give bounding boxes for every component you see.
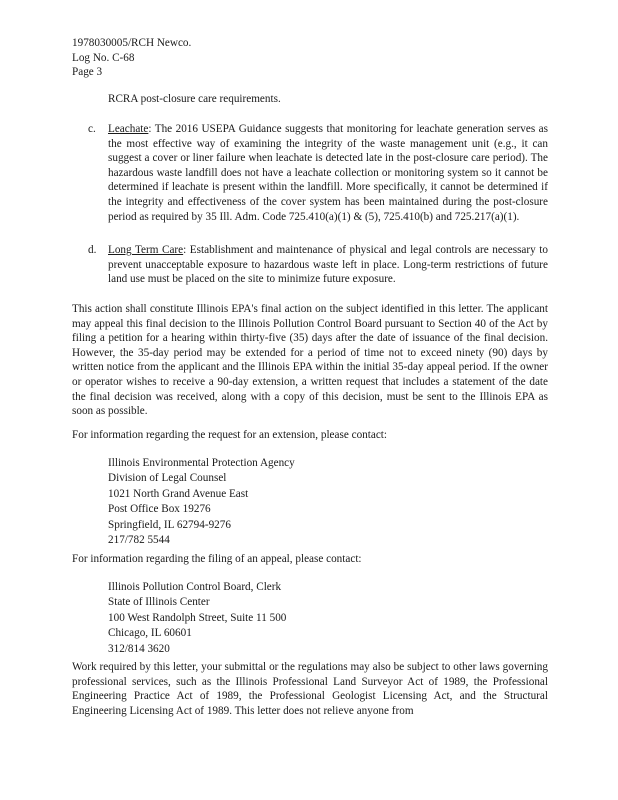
continuation-text: RCRA post-closure care requirements.: [108, 93, 281, 105]
log-number: Log No. C-68: [72, 51, 135, 64]
address-line: Springfield, IL 62794-9276: [108, 518, 231, 531]
address-line: 1021 North Grand Avenue East: [108, 487, 249, 500]
item-c-marker: c.: [88, 123, 96, 135]
item-d-paragraph: [108, 243, 548, 287]
item-c-text: : The 2016 USEPA Guidance suggests that monitoring for leachate generation serves as the most effective way of examining the integrity of the waste management unit (e.g., it can suggest a cover or liner failure when leachate is detected late in the post-closure care period). The hazardous waste landfill does not have a leachate collection or monitoring system so it cannot be determined if leachate is present within the landfill. More specifically, it cannot be determined if the integrity and effectiveness of the cover system has been maintained during the post-closure period as required by 35 Ill. Adm. Code 725.410(a)(1) & (5), 725.410(b) and 725.217(a)(1).: [108, 123, 548, 223]
address-line: Illinois Pollution Control Board, Clerk: [108, 581, 282, 593]
address-line: Post Office Box 19276: [108, 503, 211, 516]
work-required-paragraph: Work required by this letter, your submittal or the regulations may also be subject to other laws governing professional services, such as the Illinois Professional Land Surveyor Act of 1989, the Professional Engineering Practice Act of 1989, the Professional Geologist Licensing Act, and the Structural Engineering Licensing Act of 1989. This letter does not relieve anyone from: [72, 661, 548, 717]
agency-address: [108, 456, 295, 548]
address-line: Division of Legal Counsel: [108, 472, 227, 485]
extension-intro: For information regarding the request for an extension, please contact:: [72, 429, 388, 441]
item-d-text: : Establishment and maintenance of physical and legal controls are necessary to prevent unacceptable exposure to hazardous waste left in place. Long-term restrictions of future land use must be placed on the site to minimize future exposure.: [108, 244, 548, 286]
item-d-marker: d.: [88, 244, 97, 256]
address-phone: 217/782 5544: [108, 534, 170, 547]
appeal-intro: For information regarding the filing of an appeal, please contact:: [72, 553, 362, 565]
item-c-paragraph: [108, 122, 548, 224]
board-address: [108, 580, 286, 657]
address-line: Illinois Environmental Protection Agency: [108, 457, 295, 469]
item-d-title: Long Term Care: [108, 244, 184, 256]
letter-header: [72, 36, 191, 80]
address-line: Chicago, IL 60601: [108, 627, 192, 640]
facility-id: 1978030005/RCH Newco.: [72, 37, 192, 49]
item-c-title: Leachate: [108, 123, 149, 135]
address-phone: 312/814 3620: [108, 642, 170, 655]
address-line: State of Illinois Center: [108, 596, 210, 609]
address-line: 100 West Randolph Street, Suite 11 500: [108, 611, 287, 624]
final-action-paragraph: This action shall constitute Illinois EPA's final action on the subject identified in this letter. The applicant may appeal this final decision to the Illinois Pollution Control Board pursuant to Section 40 of the Act by filing a petition for a hearing within thirty-five (35) days after the date of issuance of the final decision. However, the 35-day period may be extended for a period of time not to exceed ninety (90) days by written notice from the applicant and the Illinois EPA within the initial 35-day appeal period. If the owner or operator wishes to receive a 90-day extension, a written request that includes a statement of the date the final decision was received, along with a copy of this decision, must be sent to the Illinois EPA as soon as possible.: [72, 303, 548, 418]
page-number: Page 3: [72, 66, 103, 78]
